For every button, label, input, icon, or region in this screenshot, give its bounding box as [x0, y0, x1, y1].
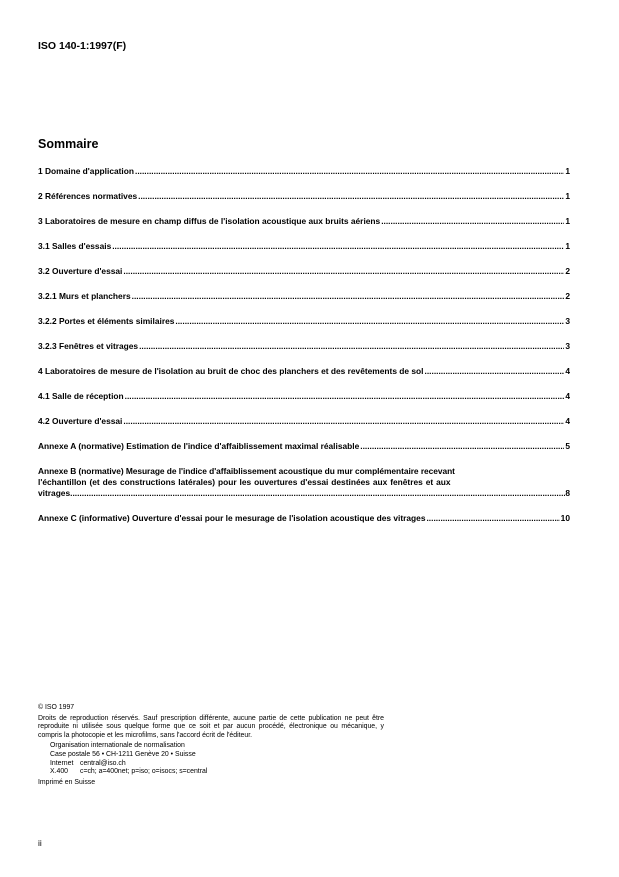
- toc-leader-dots: [123, 416, 564, 427]
- rights-notice: Droits de reproduction réservés. Sauf prescription différente, aucune partie de cette publication ne peut être reproduite ni utilisée sous quelque forme que ce soit et par aucun procédé, électronique ou mécanique, y compris la photocopie et les microfilms, sans l'accord écrit de l'éditeur.: [38, 714, 384, 739]
- toc-entry-title-line: Annexe B (normative) Mesurage de l'indice d'affaiblissement acoustique du mur complémentaire recevant: [38, 466, 455, 476]
- toc-leader-dots: [123, 266, 564, 277]
- toc-entry[interactable]: [38, 216, 570, 227]
- toc-entry-page: 8: [565, 488, 570, 498]
- toc-entry[interactable]: [38, 341, 570, 352]
- copyright-line: © ISO 1997: [38, 704, 75, 711]
- toc-entry-page: 1: [565, 166, 570, 176]
- toc-entry-page: 1: [565, 216, 570, 226]
- toc-entry-title-line: vitrages: [38, 488, 71, 498]
- toc-entry[interactable]: [38, 241, 570, 252]
- toc-entry-page: 4: [565, 416, 570, 426]
- toc-entry-page: 4: [565, 366, 570, 376]
- internet-row: [50, 760, 384, 769]
- postal-address: Case postale 56 • CH-1211 Genève 20 • Suisse: [50, 750, 196, 758]
- internet-value: central@iso.ch: [80, 759, 126, 767]
- internet-label: Internet: [50, 759, 74, 767]
- toc-entry-title: 3.2 Ouverture d'essai: [38, 266, 123, 276]
- toc-leader-dots: [132, 291, 565, 302]
- table-of-contents: [38, 166, 570, 524]
- toc-entry-page: 1: [565, 191, 570, 201]
- x400-row: [50, 768, 384, 777]
- toc-entry[interactable]: [38, 166, 570, 177]
- toc-entry-page: 2: [565, 266, 570, 276]
- toc-leader-dots: [139, 341, 564, 352]
- toc-entry[interactable]: [38, 513, 570, 524]
- toc-entry[interactable]: [38, 416, 570, 427]
- toc-entry-title: 3.2.2 Portes et éléments similaires: [38, 316, 175, 326]
- toc-entry[interactable]: [38, 391, 570, 402]
- document-header: ISO 140-1:1997(F): [38, 40, 127, 52]
- x400-label: X.400: [50, 768, 69, 776]
- toc-entry-title: 3.2.1 Murs et planchers: [38, 291, 131, 301]
- toc-entry[interactable]: [38, 316, 570, 327]
- toc-entry-title: 4.2 Ouverture d'essai: [38, 416, 123, 426]
- toc-entry[interactable]: [38, 291, 570, 302]
- toc-entry-page: 3: [565, 316, 570, 326]
- toc-entry-title: 3 Laboratoires de mesure en champ diffus de l'isolation acoustique aux bruits aériens: [38, 216, 381, 226]
- toc-leader-dots: [426, 513, 559, 524]
- toc-leader-dots: [175, 316, 564, 327]
- toc-entry-page: 10: [560, 513, 570, 523]
- copyright-block: [38, 704, 384, 787]
- toc-entry-title: 3.2.3 Fenêtres et vitrages: [38, 341, 139, 351]
- toc-entry-title: Annexe A (normative) Estimation de l'indice d'affaiblissement maximal réalisable: [38, 441, 360, 451]
- toc-leader-dots: [360, 441, 564, 452]
- toc-entry-title: 3.1 Salles d'essais: [38, 241, 112, 251]
- toc-entry-title: 4 Laboratoires de mesure de l'isolation au bruit de choc des planchers et des revêtements de sol: [38, 366, 424, 376]
- toc-entry-title: 4.1 Salle de réception: [38, 391, 124, 401]
- x400-value: c=ch; a=400net; p=iso; o=isocs; s=central: [80, 768, 208, 776]
- toc-entry-page: 3: [565, 341, 570, 351]
- toc-entry[interactable]: [38, 441, 570, 452]
- toc-entry[interactable]: [38, 366, 570, 377]
- toc-entry-page: 1: [565, 241, 570, 251]
- address-block: [50, 742, 384, 776]
- toc-entry-title: Annexe C (informative) Ouverture d'essai pour le mesurage de l'isolation acoustique des vitrages: [38, 513, 426, 523]
- toc-leader-dots: [125, 391, 565, 402]
- printed-in: Imprimé en Suisse: [38, 778, 96, 786]
- toc-title: Sommaire: [38, 137, 99, 151]
- toc-leader-dots: [381, 216, 564, 227]
- toc-entry-title: 1 Domaine d'application: [38, 166, 134, 176]
- toc-entry-title: 2 Références normatives: [38, 191, 138, 201]
- toc-leader-dots: [135, 166, 564, 177]
- toc-entry-page: 5: [565, 441, 570, 451]
- organization-name: Organisation internationale de normalisation: [50, 742, 185, 750]
- toc-leader-dots: [138, 191, 564, 202]
- toc-entry-page: 2: [565, 291, 570, 301]
- toc-entry-title-line: l'échantillon (et des constructions latérales) pour les ouvertures d'essai destinées aux fenêtres et aux: [38, 477, 451, 487]
- toc-leader-dots: [112, 241, 564, 252]
- toc-entry-annex-b[interactable]: [38, 466, 570, 499]
- toc-entry[interactable]: [38, 266, 570, 277]
- toc-entry-page: 4: [565, 391, 570, 401]
- toc-leader-dots: [425, 366, 565, 377]
- toc-leader-dots: [70, 488, 565, 499]
- page-number: ii: [38, 838, 42, 848]
- toc-entry[interactable]: [38, 191, 570, 202]
- toc-entry-last-line: [38, 488, 570, 499]
